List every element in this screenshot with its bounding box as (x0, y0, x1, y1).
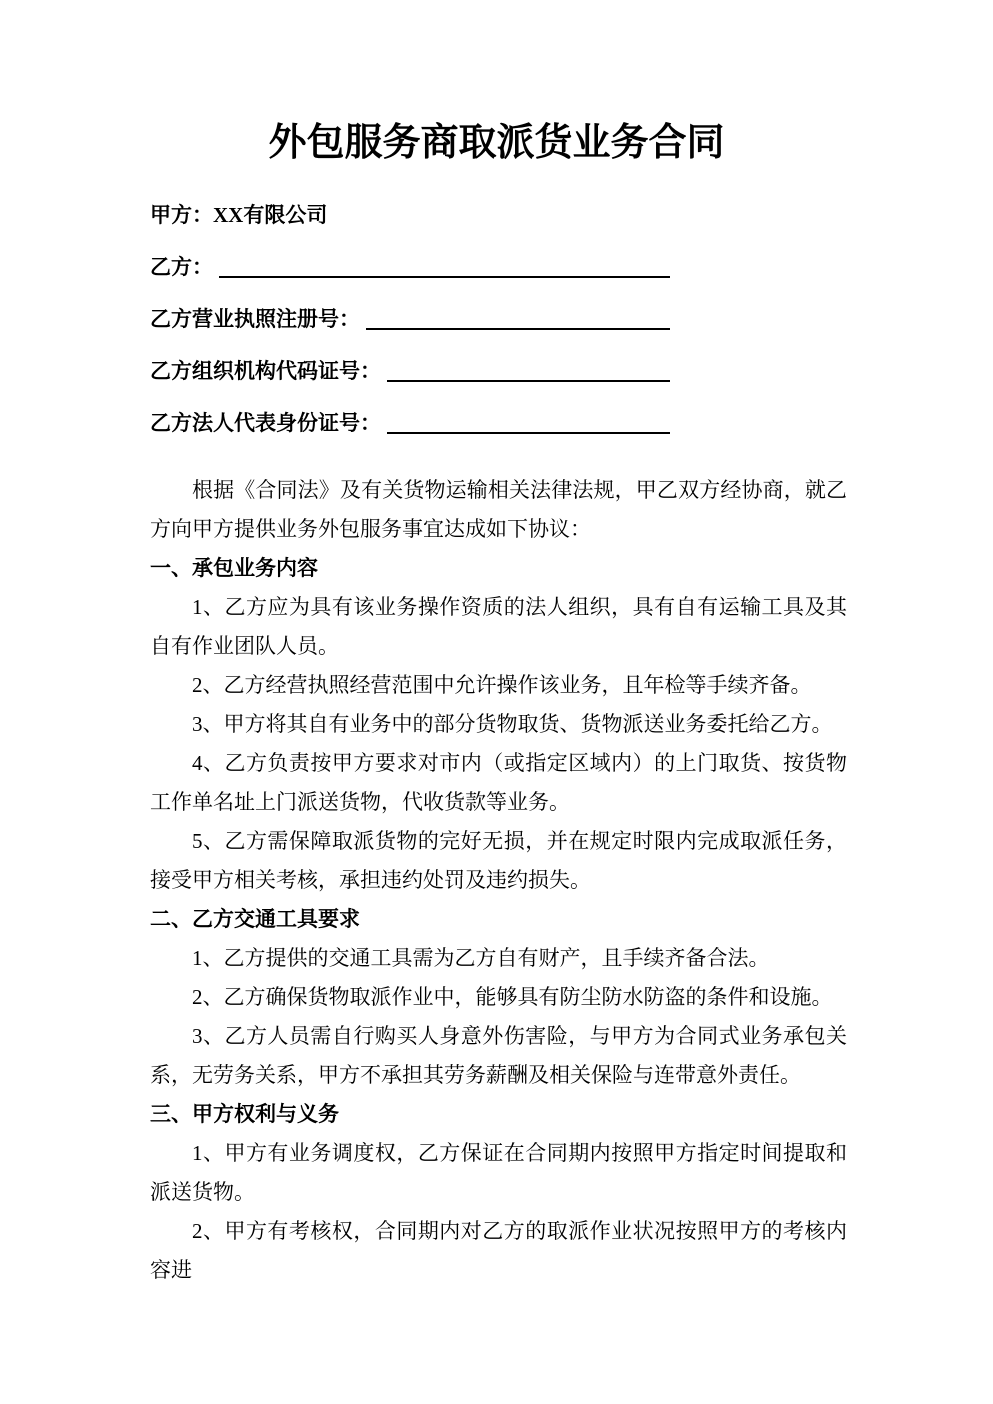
body-paragraph: 1、甲方有业务调度权，乙方保证在合同期内按照甲方指定时间提取和派送货物。 (150, 1141, 847, 1204)
party-fields-section (150, 188, 670, 448)
party-a-value: XX有限公司 (213, 203, 328, 227)
body-paragraph: 1、乙方应为具有该业务操作资质的法人组织，具有自有运输工具及其自有作业团队人员。 (150, 595, 847, 658)
blank-underline (387, 380, 670, 382)
body-paragraph: 4、乙方负责按甲方要求对市内（或指定区域内）的上门取货、按货物工作单名址上门派送货物，代收货款等业务。 (150, 751, 847, 814)
blank-underline (366, 328, 670, 330)
blank-underline (219, 276, 670, 278)
field-label: 乙方： (150, 255, 213, 279)
body-paragraph: 3、甲方将其自有业务中的部分货物取货、货物派送业务委托给乙方。 (192, 712, 833, 736)
body-paragraph: 5、乙方需保障取派货物的完好无损，并在规定时限内完成取派任务，接受甲方相关考核，承担违约处罚及违约损失。 (150, 829, 847, 892)
section-heading: 三、甲方权利与义务 (150, 1102, 339, 1126)
body-paragraph: 3、乙方人员需自行购买人身意外伤害险，与甲方为合同式业务承包关系，无劳务关系，甲方不承担其劳务薪酬及相关保险与连带意外责任。 (150, 1024, 847, 1087)
contract-body (150, 471, 847, 1290)
body-paragraph: 根据《合同法》及有关货物运输相关法律法规，甲乙双方经协商，就乙方向甲方提供业务外包服务事宜达成如下协议： (150, 478, 847, 541)
field-label: 乙方营业执照注册号： (150, 307, 360, 331)
field-row (150, 240, 670, 292)
field-label: 乙方组织机构代码证号： (150, 359, 381, 383)
party-a-label: 甲方： (150, 203, 213, 227)
body-paragraph: 2、乙方确保货物取派作业中，能够具有防尘防水防盗的条件和设施。 (192, 985, 833, 1009)
blank-underline (387, 432, 670, 434)
section-heading: 一、承包业务内容 (150, 556, 318, 580)
field-row (150, 396, 670, 448)
contract-title: 外包服务商取派货业务合同 (268, 122, 725, 164)
field-row (150, 292, 670, 344)
body-paragraph: 1、乙方提供的交通工具需为乙方自有财产，且手续齐备合法。 (192, 946, 770, 970)
party-b-fields (150, 240, 670, 448)
field-label: 乙方法人代表身份证号： (150, 411, 381, 435)
party-a-row (150, 188, 670, 240)
field-row (150, 344, 670, 396)
section-heading: 二、乙方交通工具要求 (150, 907, 360, 931)
body-paragraph: 2、甲方有考核权，合同期内对乙方的取派作业状况按照甲方的考核内容进 (150, 1219, 847, 1282)
body-paragraph: 2、乙方经营执照经营范围中允许操作该业务，且年检等手续齐备。 (192, 673, 812, 697)
